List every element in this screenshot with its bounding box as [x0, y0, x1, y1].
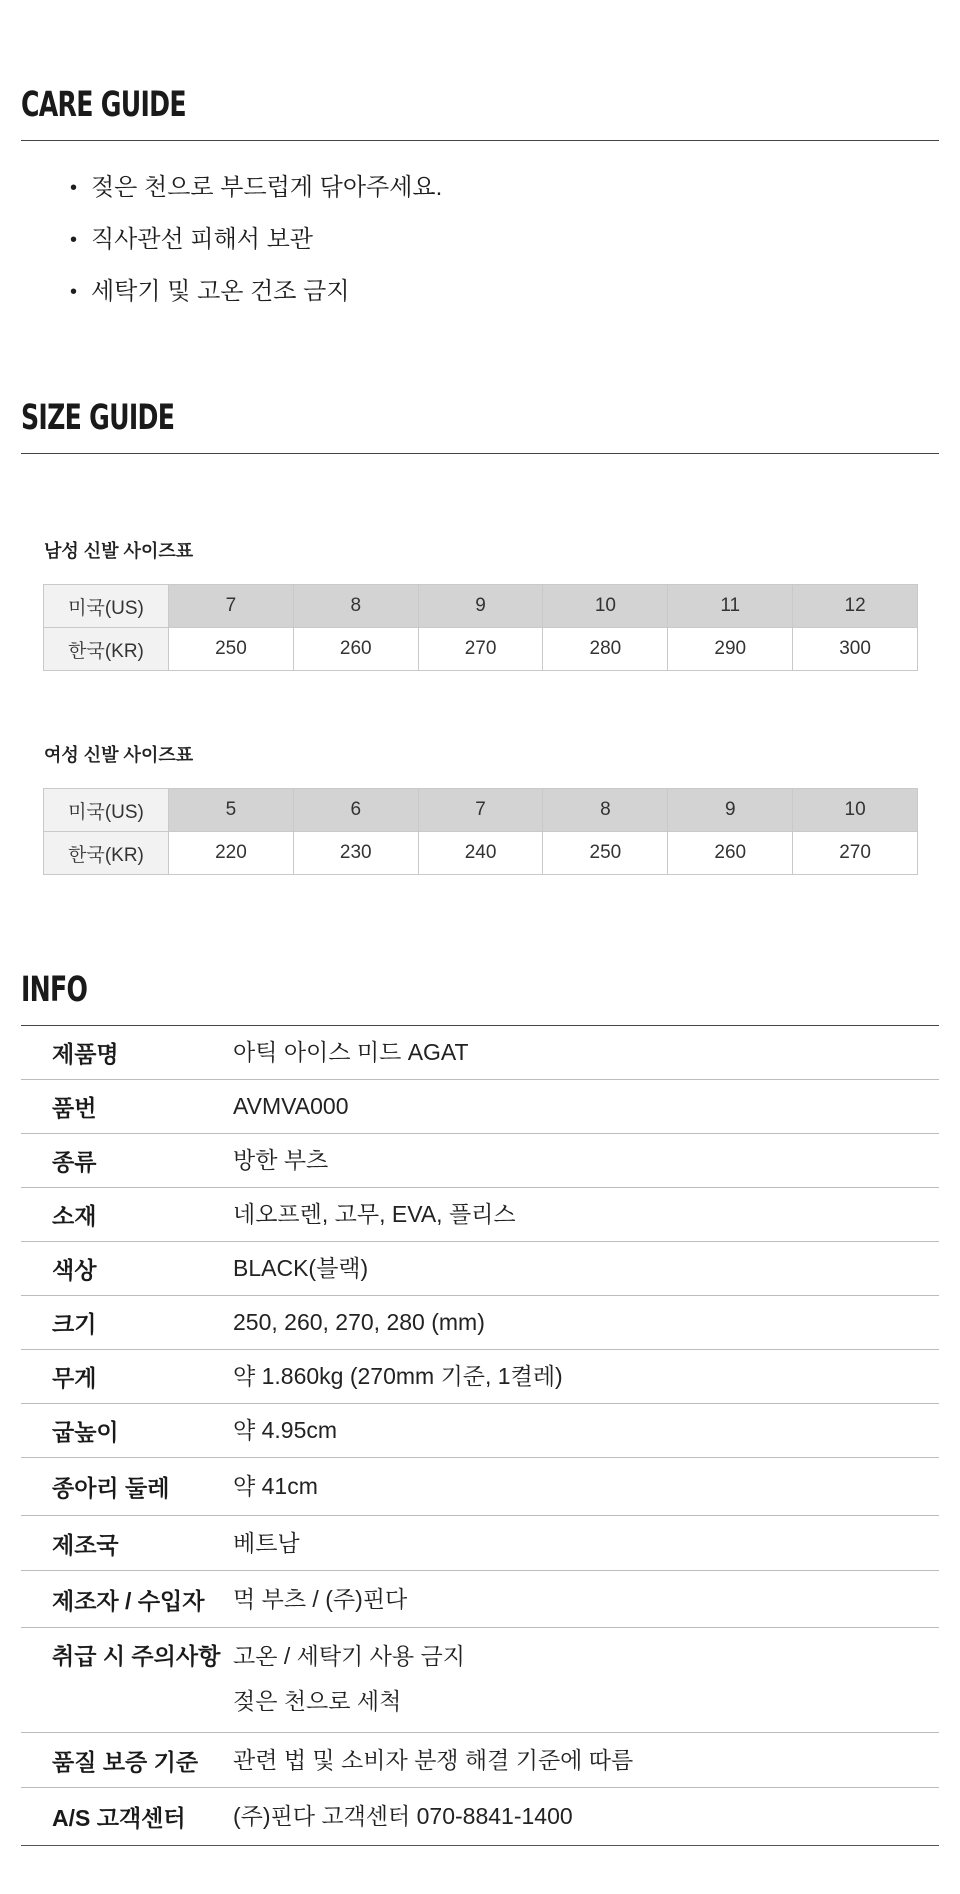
table-cell: 9 — [418, 585, 543, 628]
care-guide-list — [70, 173, 442, 329]
info-row — [21, 1134, 939, 1188]
info-label: 제조자 / 수입자 — [52, 1587, 205, 1614]
info-value: 아틱 아이스 미드 AGAT — [233, 1039, 469, 1065]
womens-size-table — [43, 788, 918, 875]
info-value: 약 41cm — [233, 1473, 318, 1499]
info-value-multiline — [233, 1634, 465, 1724]
info-value: 약 1.860kg (270mm 기준, 1켤레) — [233, 1363, 563, 1389]
table-cell: 11 — [668, 585, 793, 628]
info-value: 먹 부츠 / (주)핀다 — [233, 1585, 408, 1612]
info-label: 크기 — [52, 1311, 97, 1337]
size-guide-title: SIZE GUIDE — [21, 398, 175, 438]
info-row — [21, 1404, 939, 1458]
table-cell: 250 — [169, 628, 294, 671]
us-label: 미국(US) — [44, 789, 169, 832]
table-cell: 240 — [418, 832, 543, 875]
info-label: 굽높이 — [52, 1419, 119, 1445]
info-value: AVMVA000 — [233, 1093, 349, 1119]
info-row — [21, 1733, 939, 1788]
care-item: • 세탁기 및 고온 건조 금지 — [70, 277, 442, 329]
table-cell: 7 — [418, 789, 543, 832]
mens-size-table — [43, 584, 918, 671]
table-cell: 280 — [543, 628, 668, 671]
table-row — [44, 832, 918, 875]
info-value: 베트남 — [233, 1529, 300, 1556]
info-label: 품번 — [52, 1095, 97, 1121]
table-row — [44, 789, 918, 832]
info-label: A/S 고객센터 — [52, 1805, 186, 1831]
info-row — [21, 1516, 939, 1571]
table-cell: 290 — [668, 628, 793, 671]
info-value: (주)핀다 고객센터 070-8841-1400 — [233, 1803, 573, 1829]
info-row — [21, 1571, 939, 1628]
info-row — [21, 1026, 939, 1080]
info-value: 관련 법 및 소비자 분쟁 해결 기준에 따름 — [233, 1746, 634, 1773]
info-row — [21, 1350, 939, 1404]
info-table — [21, 1026, 939, 1846]
info-row — [21, 1458, 939, 1516]
info-label: 소재 — [52, 1203, 97, 1229]
care-item: • 직사관선 피해서 보관 — [70, 225, 442, 277]
table-cell: 230 — [293, 832, 418, 875]
table-cell: 300 — [793, 628, 918, 671]
care-guide-divider — [21, 140, 939, 141]
info-value: 방한 부츠 — [233, 1147, 329, 1173]
info-row — [21, 1296, 939, 1350]
table-cell: 10 — [543, 585, 668, 628]
us-label: 미국(US) — [44, 585, 169, 628]
info-label: 제품명 — [52, 1041, 119, 1067]
table-cell: 270 — [418, 628, 543, 671]
info-row — [21, 1242, 939, 1296]
table-cell: 8 — [293, 585, 418, 628]
table-cell: 220 — [169, 832, 294, 875]
table-row — [44, 628, 918, 671]
info-label: 품질 보증 기준 — [52, 1748, 199, 1775]
info-row — [21, 1188, 939, 1242]
info-label: 종류 — [52, 1149, 97, 1175]
table-cell: 12 — [793, 585, 918, 628]
table-cell: 5 — [169, 789, 294, 832]
care-item: • 젖은 천으로 부드럽게 닦아주세요. — [70, 173, 442, 225]
table-cell: 6 — [293, 789, 418, 832]
size-guide-divider — [21, 453, 939, 454]
kr-label: 한국(KR) — [44, 832, 169, 875]
info-value: 약 4.95cm — [233, 1417, 338, 1443]
table-row — [44, 585, 918, 628]
info-value: 젖은 천으로 세척 — [233, 1688, 402, 1714]
table-cell: 10 — [793, 789, 918, 832]
info-value: 네오프렌, 고무, EVA, 플리스 — [233, 1201, 516, 1227]
table-cell: 7 — [169, 585, 294, 628]
info-value: 250, 260, 270, 280 (mm) — [233, 1309, 485, 1335]
info-label: 취급 시 주의사항 — [52, 1643, 221, 1669]
table-cell: 9 — [668, 789, 793, 832]
info-value: 고온 / 세탁기 사용 금지 — [233, 1643, 465, 1669]
table-cell: 250 — [543, 832, 668, 875]
table-cell: 8 — [543, 789, 668, 832]
table-cell: 260 — [293, 628, 418, 671]
kr-label: 한국(KR) — [44, 628, 169, 671]
mens-size-caption: 남성 신발 사이즈표 — [44, 541, 194, 561]
care-guide-title: CARE GUIDE — [21, 85, 186, 125]
info-label: 제조국 — [52, 1531, 119, 1558]
info-label: 종아리 둘레 — [52, 1475, 170, 1501]
info-row — [21, 1080, 939, 1134]
info-title: INFO — [21, 970, 88, 1010]
info-row — [21, 1628, 939, 1733]
table-cell: 270 — [793, 832, 918, 875]
info-label: 무게 — [52, 1365, 97, 1391]
info-value: BLACK(블랙) — [233, 1255, 369, 1281]
table-cell: 260 — [668, 832, 793, 875]
info-row — [21, 1788, 939, 1846]
womens-size-caption: 여성 신발 사이즈표 — [44, 745, 194, 765]
info-label: 색상 — [52, 1257, 97, 1283]
